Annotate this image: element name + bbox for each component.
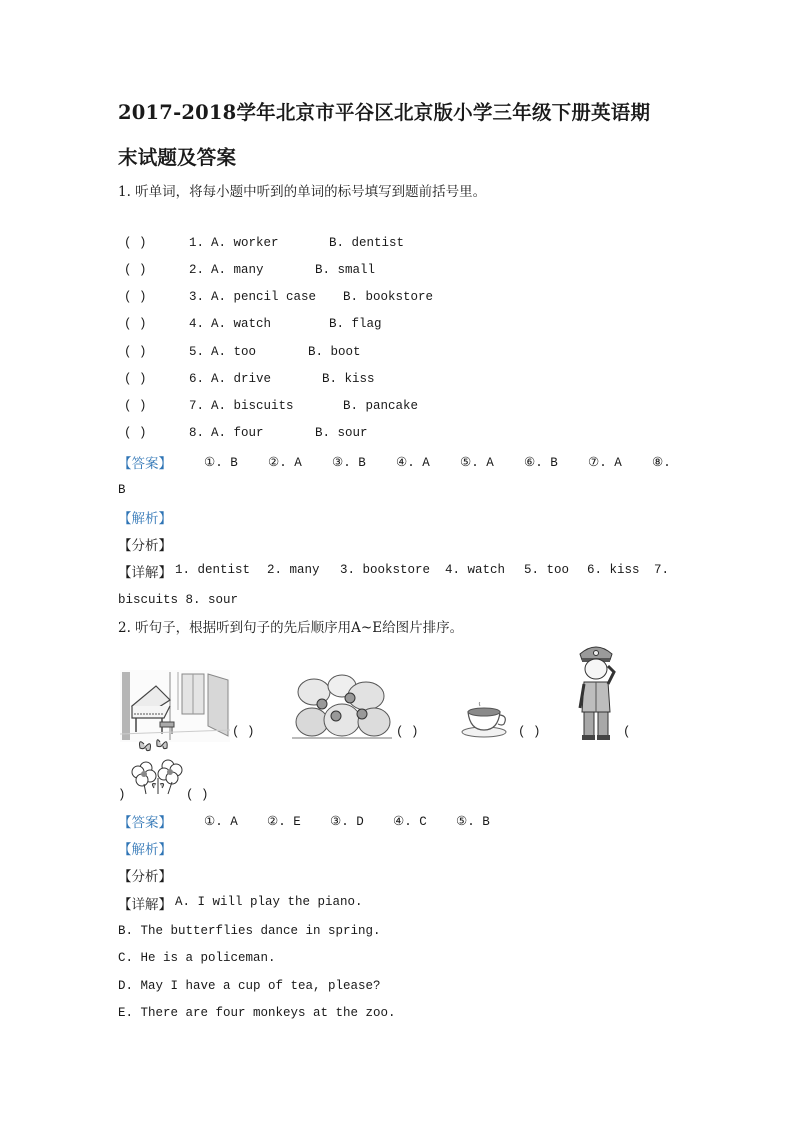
q2-prompt: 2. 听句子，根据听到句子的先后顺序用A~E给图片排序。 [118,620,464,636]
q1-bracket: ( ) [124,236,147,250]
q1-option-a: A. pencil case [211,290,317,304]
q1-bracket: ( ) [124,399,147,413]
q2-detail-label: 【详解】 [118,897,172,913]
q1-option-b: B. pancake [343,399,419,413]
monkeys-trees-picture [292,672,392,740]
q2-answer: ⑤. B [456,815,490,829]
q1-option-b: B. bookstore [343,290,434,304]
q1-option-a: A. watch [211,317,272,331]
q1-answer: ⑥. B [524,456,558,470]
q1-item-num: 3. [189,290,205,304]
q1-option-b: B. kiss [322,372,375,386]
q1-item-num: 5. [189,345,205,359]
q1-detail-item: 6. kiss [587,563,640,577]
q1-bracket: ( ) [124,290,147,304]
q1-detail-item: 5. too [524,563,570,577]
q1-detail-item: 1. dentist [175,563,251,577]
piano-picture [120,670,230,742]
q1-bracket: ( ) [124,372,147,386]
q1-bracket: ( ) [124,345,147,359]
q2-fenxi-label: 【分析】 [118,869,172,885]
q2-sentence: A. I will play the piano. [175,895,363,909]
q1-detail-item: 2. many [267,563,320,577]
q1-detail-item: 7. [654,563,670,577]
q2-answer: ④. C [393,815,427,829]
q1-prompt: 1. 听单词，将每小题中听到的单词的标号填写到题前括号里。 [118,184,487,200]
q1-bracket: ( ) [124,426,147,440]
q1-answer-label: 【答案】 [118,456,172,472]
q1-option-b: B. boot [308,345,361,359]
q2-blank-close: ) [118,788,126,802]
q2-blank: ( [623,725,631,739]
butterflies-flowers-picture [130,738,186,796]
q2-sentence: D. May I have a cup of tea, please? [118,979,381,993]
q1-item-num: 6. [189,372,205,386]
q1-answer: ⑦. A [588,456,622,470]
q1-item-num: 8. [189,426,205,440]
q1-detail-item: 4. watch [445,563,506,577]
q2-sentence: B. The butterflies dance in spring. [118,924,381,938]
q1-option-a: A. four [211,426,264,440]
q1-fenxi-label: 【分析】 [118,538,172,554]
q1-item-num: 7. [189,399,205,413]
q1-analysis-label: 【解析】 [118,511,172,527]
q2-analysis-label: 【解析】 [118,842,172,858]
q1-item-num: 2. [189,263,205,277]
q2-blank: ( ) [396,725,419,739]
q2-blank: ( ) [232,725,255,739]
q1-option-a: A. drive [211,372,272,386]
q2-sentence: E. There are four monkeys at the zoo. [118,1006,396,1020]
q1-item-num: 1. [189,236,205,250]
q2-answer: ①. A [204,815,238,829]
q1-option-b: B. small [315,263,376,277]
q2-sentence: C. He is a policeman. [118,951,276,965]
q1-answer-wrap: B [118,483,126,497]
q2-blank: ( ) [186,788,209,802]
q1-detail-line-2: biscuits 8. sour [118,593,239,607]
q1-option-a: A. worker [211,236,279,250]
q1-option-b: B. sour [315,426,368,440]
q1-answer: ①. B [204,456,238,470]
q1-bracket: ( ) [124,263,147,277]
title-line-1: 2017-2018学年北京市平谷区北京版小学三年级下册英语期 [118,101,651,124]
q2-answer: ②. E [267,815,301,829]
q1-answer: ⑤. A [460,456,494,470]
q1-item-num: 4. [189,317,205,331]
q1-bracket: ( ) [124,317,147,331]
q1-option-a: A. too [211,345,257,359]
q1-answer: ③. B [332,456,366,470]
q1-detail-item: 3. bookstore [340,563,431,577]
q2-blank: ( ) [518,725,541,739]
q2-answer: ③. D [330,815,364,829]
q1-option-a: A. many [211,263,264,277]
q1-option-a: A. biscuits [211,399,294,413]
q2-answer-label: 【答案】 [118,815,172,831]
teacup-picture [458,702,510,738]
q1-option-b: B. dentist [329,236,405,250]
q1-option-b: B. flag [329,317,382,331]
q1-detail-label: 【详解】 [118,565,172,581]
policeman-picture [574,642,618,742]
q1-answer: ⑧. [652,456,671,470]
q1-answer: ②. A [268,456,302,470]
title-line-2: 末试题及答案 [118,146,237,169]
q1-answer: ④. A [396,456,430,470]
